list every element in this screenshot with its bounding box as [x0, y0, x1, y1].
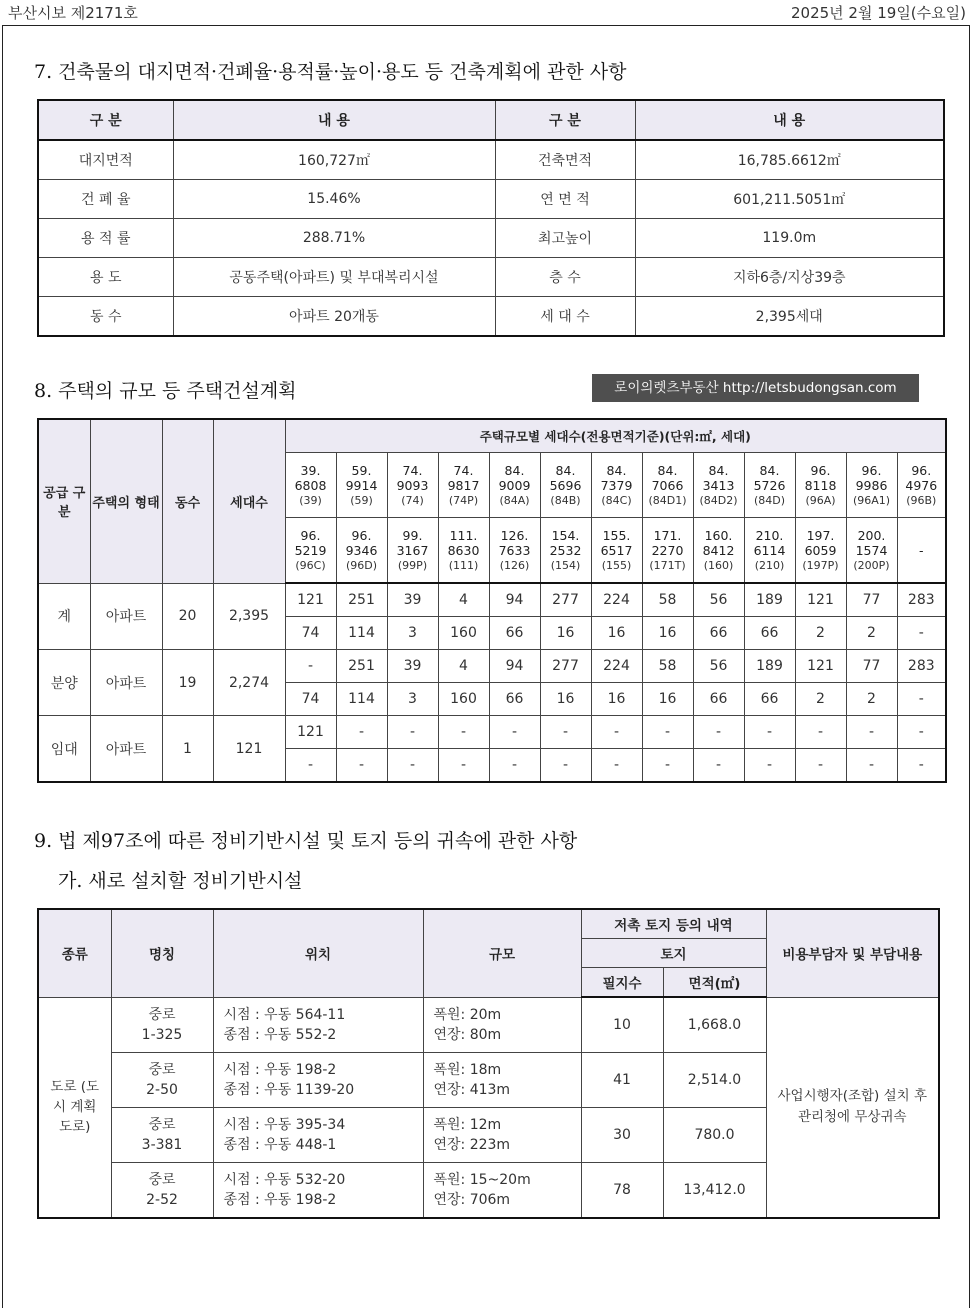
road-number: 2-52 — [146, 1192, 178, 1208]
count-cell: 4 — [438, 650, 489, 683]
size-int: 99. — [402, 527, 423, 543]
count-cell: 114 — [336, 617, 387, 650]
count-cell: 121 — [795, 650, 846, 683]
count-cell: 39 — [387, 583, 438, 617]
size-int: 197. — [806, 527, 835, 543]
size-int: 84. — [759, 462, 780, 478]
count-cell: - — [489, 749, 540, 783]
size-code: (111) — [448, 558, 479, 572]
lots-header: 필지수 — [581, 968, 663, 998]
size-int: 210. — [755, 527, 784, 543]
size-code: (84D2) — [699, 493, 738, 507]
size-code: (171T) — [649, 558, 686, 572]
dong-count: 19 — [162, 650, 213, 716]
size-int: 96. — [300, 527, 321, 543]
scale-header: 규모 — [423, 909, 581, 997]
size-dec: 6808 — [294, 477, 327, 493]
size-code: (84A) — [499, 493, 530, 507]
size-cell — [591, 453, 642, 518]
size-int: 111. — [449, 527, 478, 543]
count-cell: 74 — [285, 683, 336, 716]
count-cell: 58 — [642, 583, 693, 617]
count-cell: - — [897, 617, 946, 650]
size-cell — [846, 453, 897, 518]
facility-kind: 도로 (도시 계획 도로) — [38, 997, 111, 1218]
road-length: 연장: 413m — [433, 1082, 511, 1098]
road-length: 연장: 706m — [433, 1192, 511, 1208]
table-row — [38, 180, 944, 219]
table-row — [38, 219, 944, 258]
count-cell: 77 — [846, 650, 897, 683]
size-dec: 3167 — [396, 542, 429, 558]
size-int: - — [919, 542, 924, 558]
size-code: (99P) — [397, 558, 428, 572]
cell: 건 폐 율 — [38, 180, 173, 219]
size-cell — [795, 518, 846, 584]
cell: 지하6층/지상39층 — [635, 258, 944, 297]
size-dec: 6517 — [600, 542, 633, 558]
count-cell: - — [387, 749, 438, 783]
count-cell: 224 — [591, 583, 642, 617]
size-cell — [693, 453, 744, 518]
end-point: 종점 : 우동 1139-20 — [223, 1082, 355, 1098]
start-point: 시점 : 우동 395-34 — [223, 1117, 346, 1133]
size-cell — [336, 518, 387, 584]
count-cell: - — [540, 749, 591, 783]
size-int: 96. — [911, 462, 932, 478]
supply-label: 분양 — [38, 650, 90, 716]
cell: 119.0m — [635, 219, 944, 258]
size-cell — [285, 518, 336, 584]
header-cell: 내 용 — [173, 100, 495, 140]
cell: 601,211.5051㎡ — [635, 180, 944, 219]
start-point: 시점 : 우동 564-11 — [223, 1006, 346, 1023]
size-code: (197P) — [802, 558, 839, 572]
header-cell: 구 분 — [495, 100, 635, 140]
count-cell: 16 — [540, 683, 591, 716]
count-cell: 66 — [693, 683, 744, 716]
size-code: (84D1) — [648, 493, 687, 507]
location-header: 위치 — [213, 909, 423, 997]
size-cell — [744, 518, 795, 584]
size-dec: 8412 — [702, 542, 735, 558]
size-int: 74. — [402, 462, 423, 478]
table-row — [38, 297, 944, 337]
size-dec: 6114 — [753, 542, 786, 558]
land-header: 토지 — [581, 939, 766, 968]
size-int: 59. — [351, 462, 372, 478]
section8-title: 8. 주택의 규모 등 주택건설계획 — [34, 380, 297, 402]
size-cell — [438, 453, 489, 518]
size-code: (59) — [350, 493, 373, 507]
count-cell: 2 — [846, 683, 897, 716]
size-code: (96A1) — [852, 493, 891, 507]
size-cell — [285, 453, 336, 518]
table-row — [38, 258, 944, 297]
size-int: 84. — [504, 462, 525, 478]
count-cell: 2 — [795, 683, 846, 716]
count-cell: 224 — [591, 650, 642, 683]
size-cell — [897, 453, 946, 518]
unit-count: 121 — [213, 716, 285, 783]
size-int: 84. — [606, 462, 627, 478]
size-dec: 9009 — [498, 477, 531, 493]
area-header: 면적(㎡) — [663, 968, 766, 998]
table-row — [38, 650, 946, 683]
size-cell — [438, 518, 489, 584]
size-int: 84. — [708, 462, 729, 478]
size-int: 171. — [653, 527, 682, 543]
cell: 동 수 — [38, 297, 173, 337]
count-cell: - — [846, 716, 897, 749]
size-cell — [540, 453, 591, 518]
count-cell: 2 — [795, 617, 846, 650]
cell: 2,395세대 — [635, 297, 944, 337]
table-row — [38, 140, 944, 180]
count-cell: 114 — [336, 683, 387, 716]
size-cell — [897, 518, 946, 584]
size-code: (96A) — [805, 493, 836, 507]
size-dec: 2532 — [549, 542, 582, 558]
count-cell: - — [744, 716, 795, 749]
count-cell: - — [387, 716, 438, 749]
count-cell: 121 — [795, 583, 846, 617]
house-type: 아파트 — [90, 716, 162, 783]
size-dec: 3413 — [702, 477, 735, 493]
count-cell: - — [438, 716, 489, 749]
count-cell: - — [591, 749, 642, 783]
count-cell: - — [795, 716, 846, 749]
count-cell: 66 — [489, 617, 540, 650]
end-point: 종점 : 우동 448-1 — [223, 1137, 337, 1153]
count-cell: - — [438, 749, 489, 783]
dong-count: 1 — [162, 716, 213, 783]
count-cell: 2 — [846, 617, 897, 650]
size-int: 200. — [857, 527, 886, 543]
cell: 대지면적 — [38, 140, 173, 180]
dong-count: 20 — [162, 583, 213, 650]
unit-count: 2,395 — [213, 583, 285, 650]
size-int: 154. — [551, 527, 580, 543]
land-area: 1,668.0 — [663, 997, 766, 1053]
count-cell: 4 — [438, 583, 489, 617]
cell: 16,785.6612㎡ — [635, 140, 944, 180]
size-dec: 9093 — [396, 477, 429, 493]
count-cell: - — [285, 650, 336, 683]
land-area: 13,412.0 — [663, 1163, 766, 1219]
count-cell: 16 — [591, 617, 642, 650]
size-int: 74. — [453, 462, 474, 478]
cell: 건축면적 — [495, 140, 635, 180]
size-dec: 5219 — [294, 542, 327, 558]
size-cell — [387, 518, 438, 584]
size-cell — [489, 453, 540, 518]
count-cell: - — [693, 749, 744, 783]
section9-subtitle: 가. 새로 설치할 정비기반시설 — [58, 870, 303, 892]
size-code: (96C) — [295, 558, 326, 572]
size-dec: 1574 — [855, 542, 888, 558]
road-class: 중로 — [148, 1062, 176, 1078]
size-cell — [846, 518, 897, 584]
end-point: 종점 : 우동 198-2 — [223, 1192, 337, 1208]
road-name — [111, 1163, 213, 1219]
size-dec: 5696 — [549, 477, 582, 493]
road-location — [213, 1163, 423, 1219]
count-cell: 66 — [693, 617, 744, 650]
publication-date: 2025년 2월 19일(수요일) — [791, 4, 966, 22]
count-cell: 277 — [540, 650, 591, 683]
size-code: (155) — [601, 558, 632, 572]
count-cell: 39 — [387, 650, 438, 683]
size-dec: 7633 — [498, 542, 531, 558]
cell: 연 면 적 — [495, 180, 635, 219]
end-point: 종점 : 우동 552-2 — [223, 1026, 337, 1043]
count-cell: 251 — [336, 583, 387, 617]
size-cell — [795, 453, 846, 518]
house-type: 아파트 — [90, 583, 162, 650]
count-cell: 3 — [387, 683, 438, 716]
road-class: 중로 — [148, 1006, 176, 1023]
size-code: (84D) — [753, 493, 786, 507]
house-type-header: 주택의 형태 — [90, 419, 162, 583]
count-cell: 58 — [642, 650, 693, 683]
size-dec: 7379 — [600, 477, 633, 493]
count-cell: 121 — [285, 583, 336, 617]
road-class: 중로 — [148, 1172, 176, 1188]
road-width: 폭원: 15~20m — [433, 1172, 531, 1188]
cell: 288.71% — [173, 219, 495, 258]
size-dec: 6059 — [804, 542, 837, 558]
table-row — [38, 716, 946, 749]
size-code: (74) — [401, 493, 424, 507]
unit-count: 2,274 — [213, 650, 285, 716]
size-group-header: 주택규모별 세대수(전용면적기준)(단위:㎡, 세대) — [285, 419, 946, 453]
size-int: 39. — [300, 462, 321, 478]
name-header: 명칭 — [111, 909, 213, 997]
size-int: 96. — [351, 527, 372, 543]
cell: 아파트 20개동 — [173, 297, 495, 337]
size-cell — [642, 453, 693, 518]
section7-title: 7. 건축물의 대지면적·건폐율·용적률·높이·용도 등 건축계획에 관한 사항 — [34, 61, 627, 83]
road-width: 폭원: 20m — [433, 1006, 502, 1023]
road-width: 폭원: 18m — [433, 1062, 502, 1078]
table-header-row — [38, 100, 944, 140]
count-cell: 283 — [897, 650, 946, 683]
count-cell: - — [540, 716, 591, 749]
count-cell: - — [285, 749, 336, 783]
size-code: (200P) — [853, 558, 890, 572]
supply-label: 임대 — [38, 716, 90, 783]
count-cell: 160 — [438, 683, 489, 716]
cell: 15.46% — [173, 180, 495, 219]
header-cell: 내 용 — [635, 100, 944, 140]
count-cell: - — [489, 716, 540, 749]
size-int: 84. — [555, 462, 576, 478]
header-cell: 구 분 — [38, 100, 173, 140]
infrastructure-table — [37, 908, 940, 1219]
road-number: 2-50 — [146, 1082, 178, 1098]
housing-plan-table — [37, 418, 947, 783]
table-row — [38, 997, 939, 1053]
supply-type-header: 공급 구분 — [38, 419, 90, 583]
count-cell: 56 — [693, 583, 744, 617]
size-dec: 5726 — [753, 477, 786, 493]
count-cell: 189 — [744, 650, 795, 683]
count-cell: - — [642, 716, 693, 749]
size-code: (74P) — [448, 493, 479, 507]
size-cell — [489, 518, 540, 584]
size-cell — [744, 453, 795, 518]
count-cell: - — [591, 716, 642, 749]
size-dec: 9986 — [855, 477, 888, 493]
unit-count-header: 세대수 — [213, 419, 285, 583]
size-cell — [642, 518, 693, 584]
count-cell: - — [693, 716, 744, 749]
cell: 160,727㎡ — [173, 140, 495, 180]
count-cell: 16 — [540, 617, 591, 650]
count-cell: 66 — [744, 617, 795, 650]
supply-label: 계 — [38, 583, 90, 650]
size-int: 96. — [861, 462, 882, 478]
dong-count-header: 동수 — [162, 419, 213, 583]
size-code: (126) — [499, 558, 530, 572]
count-cell: 189 — [744, 583, 795, 617]
count-cell: 283 — [897, 583, 946, 617]
section9-title: 9. 법 제97조에 따른 정비기반시설 및 토지 등의 귀속에 관한 사항 — [34, 830, 578, 852]
size-dec: 4976 — [905, 477, 938, 493]
size-code: (84B) — [550, 493, 581, 507]
start-point: 시점 : 우동 532-20 — [223, 1172, 346, 1188]
size-int: 155. — [602, 527, 631, 543]
size-code: (154) — [550, 558, 581, 572]
road-name — [111, 1108, 213, 1163]
publication-title: 부산시보 제2171호 — [8, 4, 138, 22]
count-cell: - — [795, 749, 846, 783]
size-code: (39) — [299, 493, 322, 507]
land-group-header: 저촉 토지 등의 내역 — [581, 909, 766, 939]
road-location — [213, 997, 423, 1053]
count-cell: 160 — [438, 617, 489, 650]
cell: 용 도 — [38, 258, 173, 297]
size-code: (210) — [754, 558, 785, 572]
count-cell: - — [897, 716, 946, 749]
cost-header: 비용부담자 및 부담내용 — [766, 909, 939, 997]
house-type: 아파트 — [90, 650, 162, 716]
size-dec: 7066 — [651, 477, 684, 493]
road-number: 1-325 — [141, 1026, 183, 1043]
count-cell: 74 — [285, 617, 336, 650]
count-cell: 94 — [489, 583, 540, 617]
road-location — [213, 1053, 423, 1108]
count-cell: 16 — [642, 617, 693, 650]
land-area: 2,514.0 — [663, 1053, 766, 1108]
size-code: (84C) — [601, 493, 632, 507]
size-cell — [336, 453, 387, 518]
count-cell: 66 — [489, 683, 540, 716]
count-cell: 16 — [642, 683, 693, 716]
size-dec: 9817 — [447, 477, 480, 493]
size-dec: 9914 — [345, 477, 378, 493]
page-header — [0, 0, 972, 24]
size-code: (160) — [703, 558, 734, 572]
count-cell: 94 — [489, 650, 540, 683]
land-area: 780.0 — [663, 1108, 766, 1163]
cell: 층 수 — [495, 258, 635, 297]
count-cell: - — [642, 749, 693, 783]
size-int: 126. — [500, 527, 529, 543]
size-code: (96D) — [345, 558, 378, 572]
lot-count: 41 — [581, 1053, 663, 1108]
lot-count: 78 — [581, 1163, 663, 1219]
count-cell: - — [897, 683, 946, 716]
count-cell: 16 — [591, 683, 642, 716]
size-int: 160. — [704, 527, 733, 543]
count-cell: - — [846, 749, 897, 783]
lot-count: 30 — [581, 1108, 663, 1163]
size-cell — [693, 518, 744, 584]
size-int: 84. — [657, 462, 678, 478]
count-cell: - — [336, 716, 387, 749]
count-cell: - — [744, 749, 795, 783]
road-length: 연장: 223m — [433, 1137, 511, 1153]
count-cell: 277 — [540, 583, 591, 617]
table-row — [38, 583, 946, 617]
count-cell: 56 — [693, 650, 744, 683]
size-dec: 8630 — [447, 542, 480, 558]
count-cell: 66 — [744, 683, 795, 716]
size-dec: 8118 — [804, 477, 837, 493]
size-int: 96. — [810, 462, 831, 478]
size-dec: 2270 — [651, 542, 684, 558]
cell: 공동주택(아파트) 및 부대복리시설 — [173, 258, 495, 297]
road-width: 폭원: 12m — [433, 1117, 502, 1133]
count-cell: 251 — [336, 650, 387, 683]
size-cell — [387, 453, 438, 518]
kind-header: 종류 — [38, 909, 111, 997]
lot-count: 10 — [581, 997, 663, 1053]
size-cell — [540, 518, 591, 584]
road-scale — [423, 997, 581, 1053]
cell: 세 대 수 — [495, 297, 635, 337]
count-cell: 121 — [285, 716, 336, 749]
count-cell: - — [897, 749, 946, 783]
count-cell: 77 — [846, 583, 897, 617]
building-plan-table — [37, 99, 945, 337]
road-scale — [423, 1108, 581, 1163]
size-cell — [591, 518, 642, 584]
road-length: 연장: 80m — [433, 1026, 502, 1043]
watermark-banner: 로이의렛츠부동산 http://letsbudongsan.com — [592, 374, 919, 402]
road-number: 3-381 — [141, 1137, 183, 1153]
road-name — [111, 1053, 213, 1108]
size-code: (96B) — [906, 493, 937, 507]
count-cell: - — [336, 749, 387, 783]
road-class: 중로 — [148, 1117, 176, 1133]
cell: 용 적 률 — [38, 219, 173, 258]
road-scale — [423, 1163, 581, 1219]
count-cell: 3 — [387, 617, 438, 650]
cost-bearer: 사업시행자(조합) 설치 후 관리청에 무상귀속 — [766, 997, 939, 1218]
road-name — [111, 997, 213, 1053]
road-location — [213, 1108, 423, 1163]
start-point: 시점 : 우동 198-2 — [223, 1062, 337, 1078]
cell: 최고높이 — [495, 219, 635, 258]
size-dec: 9346 — [345, 542, 378, 558]
road-scale — [423, 1053, 581, 1108]
